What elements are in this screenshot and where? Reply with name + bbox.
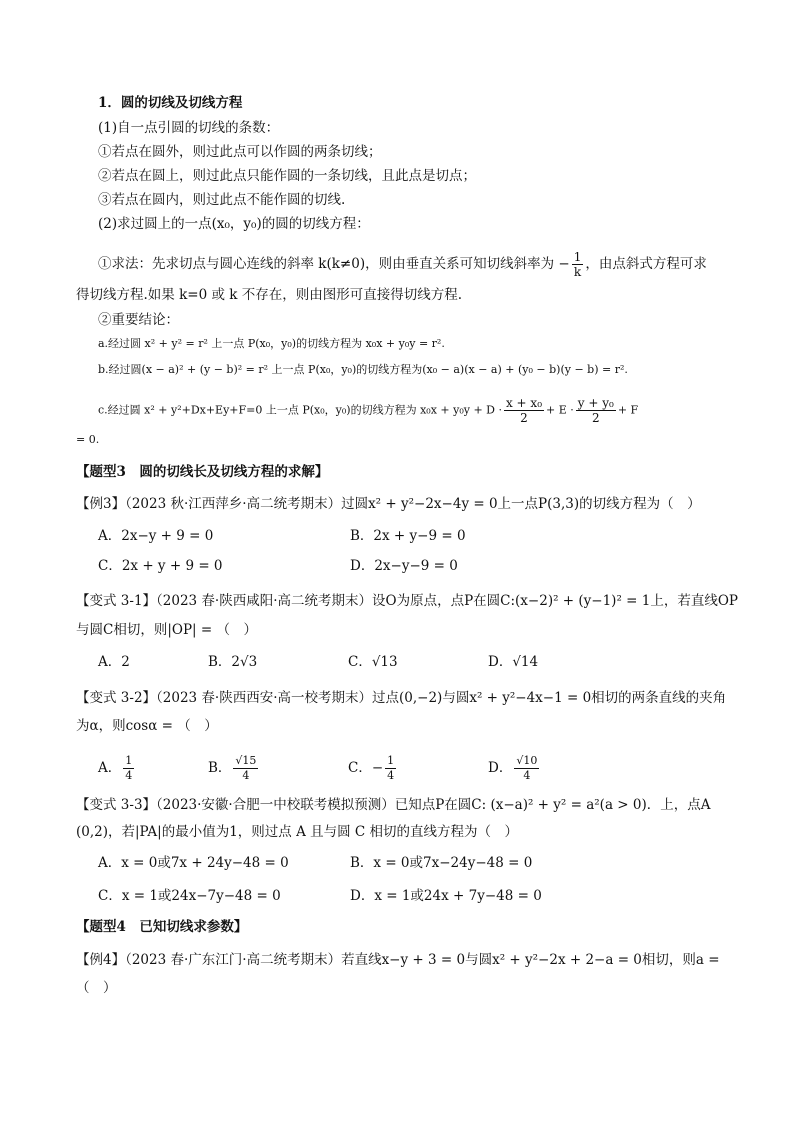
question-stem: 【例3】（2023 秋·江西萍乡·高二统考期末）过圆x² + y²−2x−4y = 0上一点P(3,3)的切线方程为（ ） (76, 496, 701, 512)
question-stem: 与圆C相切，则|OP| = （ ） (76, 622, 257, 638)
paragraph: (2)求过圆上的一点(x₀，y₀)的圆的切线方程： (98, 216, 370, 232)
section-heading: 【题型3 圆的切线长及切线方程的求解】 (76, 464, 329, 480)
option-d: D．x = 1或24x + 7y−48 = 0 (350, 888, 542, 904)
question-stem: 【变式 3-1】（2023 春·陕西咸阳·高二统考期末）设O为原点，点P在圆C:(x−2)² + (y−1)² = 1上，若直线OP (76, 593, 739, 609)
conclusion-a: a.经过圆 x² + y² = r² 上一点 P(x₀，y₀)的切线方程为 x₀x + y₀y = r². (98, 337, 445, 350)
option-b: B．x = 0或7x−24y−48 = 0 (350, 855, 533, 871)
option-c: C．2x + y + 9 = 0 (98, 558, 223, 574)
option-b: B．2x + y−9 = 0 (350, 528, 466, 544)
question-stem: 【例4】（2023 春·广东江门·高二统考期末）若直线x−y + 3 = 0与圆x² + y²−2x + 2−a = 0相切，则a = (76, 952, 720, 968)
paragraph: ②重要结论： (98, 312, 179, 328)
option-d: D．√14 (488, 654, 539, 670)
question-stem: （ ） (76, 980, 117, 996)
option-a: A．2 (98, 654, 130, 670)
option-a: A．x = 0或7x + 24y−48 = 0 (98, 855, 289, 871)
option-b: B．2√3 (208, 654, 258, 670)
paragraph: ①若点在圆外，则过此点可以作圆的两条切线； (98, 144, 382, 160)
option-a: A．2x−y + 9 = 0 (98, 528, 214, 544)
option-c: C．− $\frac{1}{4}$ (348, 754, 395, 782)
paragraph: = 0. (76, 433, 100, 446)
section-title: 1．圆的切线及切线方程 (98, 95, 243, 111)
option-d: D． $\frac{√10}{4}$ (488, 754, 538, 782)
option-c: C．√13 (348, 654, 398, 670)
question-stem: (0,2)，若|PA|的最小值为1，则过点 A 且与圆 C 相切的直线方程为（ ） (76, 824, 519, 840)
option-c: C．x = 1或24x−7y−48 = 0 (98, 888, 281, 904)
paragraph: ②若点在圆上，则过此点只能作圆的一条切线，且此点是切点； (98, 168, 476, 184)
option-a: A． $\frac{1}{4}$ (98, 754, 133, 782)
paragraph: (1)自一点引圆的切线的条数： (98, 120, 280, 136)
fraction: $\frac{1}{k}$ (573, 250, 582, 279)
conclusion-b: b.经过圆(x − a)² + (y − b)² = r² 上一点 P(x₀，y₀)的切线方程为(x₀ − a)(x − a) + (y₀ − b)(y − b) = r². (98, 363, 628, 376)
question-stem: 【变式 3-2】（2023 春·陕西西安·高一校考期末）过点(0,−2)与圆x² + y²−4x−1 = 0相切的两条直线的夹角 (76, 690, 727, 706)
question-stem: 【变式 3-3】（2023·安徽·合肥一中校联考模拟预测）已知点P在圆C: (x−a)² + y² = a²(a > 0)．上，点A (76, 797, 711, 813)
option-b: B． $\frac{√15}{4}$ (208, 754, 257, 782)
method-line: ①求法：先求切点与圆心连线的斜率 k(k≠0)，则由垂直关系可知切线斜率为 − $\frac{1}{k}$ ，由点斜式方程可求 (98, 250, 707, 279)
section-heading: 【题型4 已知切线求参数】 (76, 919, 248, 935)
option-d: D．2x−y−9 = 0 (350, 558, 458, 574)
paragraph: ③若点在圆内，则过此点不能作圆的切线. (98, 192, 346, 208)
conclusion-c: c.经过圆 x² + y²+Dx+Ey+F=0 上一点 P(x₀，y₀)的切线方程为 x₀x + y₀y + D · $\frac{\text{x + x₀}}{2}$ + E · $\frac{\text{y + y₀}}{2}$ + F (98, 396, 639, 425)
question-stem: 为α，则cosα = （ ） (76, 718, 218, 734)
paragraph: 得切线方程.如果 k=0 或 k 不存在，则由图形可直接得切线方程. (76, 287, 463, 303)
